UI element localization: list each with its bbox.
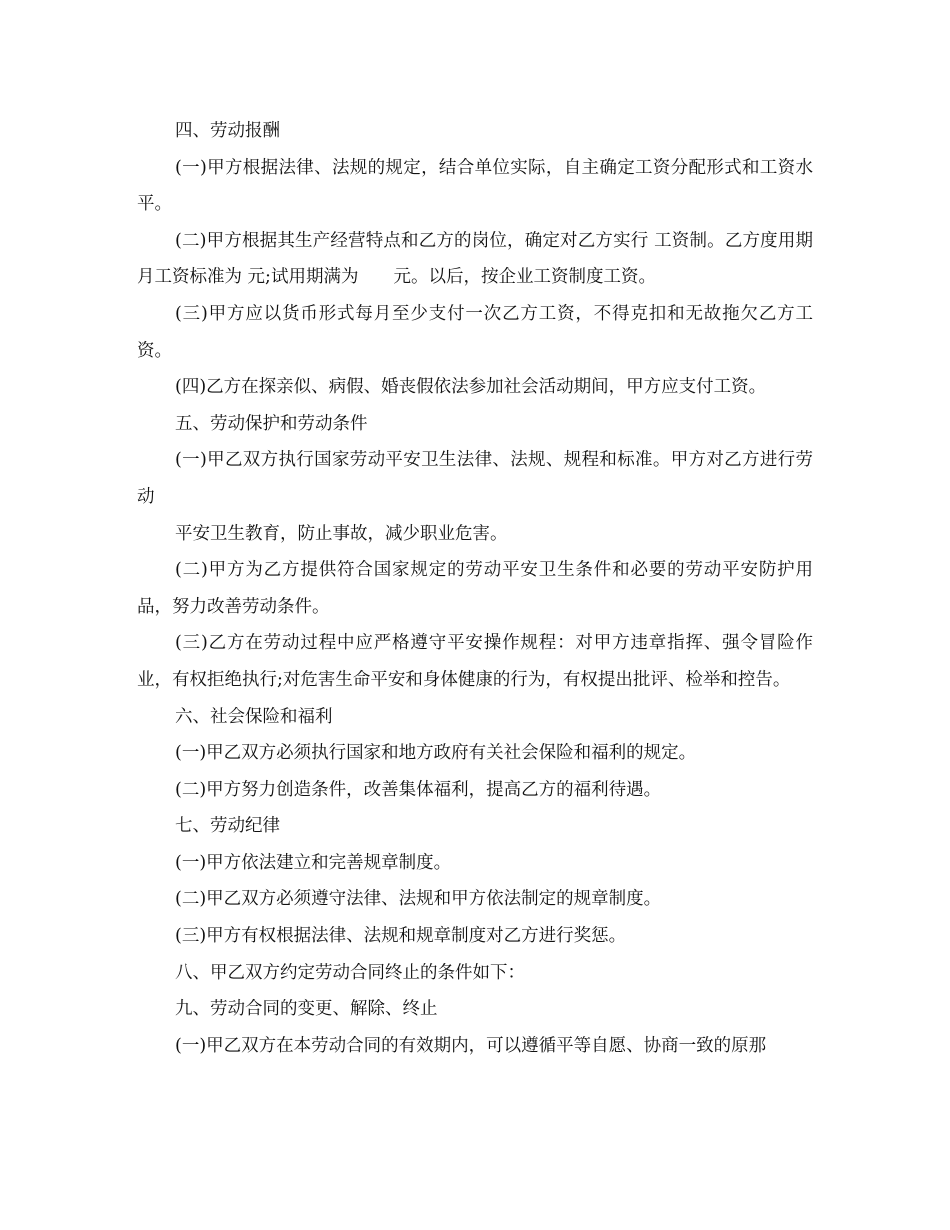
paragraph: (三)乙方在劳动过程中应严格遵守平安操作规程：对甲方违章指挥、强令冒险作业，有权拒绝执行;对危害生命平安和身体健康的行为，有权提出批评、检举和控告。	[137, 633, 813, 690]
section-heading-labor-protection: 五、劳动保护和劳动条件	[175, 413, 368, 434]
paragraph: (三)甲方应以货币形式每月至少支付一次乙方工资，不得克扣和无故拖欠乙方工资。	[137, 303, 813, 361]
section-heading-social-insurance: 六、社会保险和福利	[175, 706, 333, 727]
paragraph: (一)甲乙双方执行国家劳动平安卫生法律、法规、规程和标准。甲方对乙方进行劳动	[137, 450, 813, 507]
paragraph: (一)甲乙双方在本劳动合同的有效期内，可以遵循平等自愿、协商一致的原那	[175, 1035, 767, 1056]
paragraph: (一)甲乙双方必须执行国家和地方政府有关社会保险和福利的规定。	[175, 743, 697, 764]
section-heading-contract-changes: 九、劳动合同的变更、解除、终止	[175, 999, 438, 1020]
paragraph: 平安卫生教育，防止事故，减少职业危害。	[175, 523, 508, 544]
paragraph: (四)乙方在探亲似、病假、婚丧假依法参加社会活动期间，甲方应支付工资。	[175, 377, 767, 398]
paragraph: (二)甲方根据其生产经营特点和乙方的岗位，确定对乙方实行 工资制。乙方度用期月工资标准为 元;试用期满为 元。以后，按企业工资制度工资。	[137, 230, 813, 288]
paragraph: (二)甲乙双方必须遵守法律、法规和甲方依法制定的规章制度。	[175, 889, 662, 910]
section-heading-remuneration: 四、劳动报酬	[175, 121, 280, 141]
document-body	[137, 113, 813, 1064]
section-heading-termination-conditions: 八、甲乙双方约定劳动合同终止的条件如下：	[175, 962, 525, 983]
paragraph: (二)甲方为乙方提供符合国家规定的劳动平安卫生条件和必要的劳动平安防护用品，努力改善劳动条件。	[137, 560, 813, 617]
paragraph: (三)甲方有权根据法律、法规和规章制度对乙方进行奖惩。	[175, 926, 627, 947]
paragraph: (一)甲方根据法律、法规的规定，结合单位实际，自主确定工资分配形式和工资水平。	[137, 157, 813, 215]
paragraph: (二)甲方努力创造条件，改善集体福利，提高乙方的福利待遇。	[175, 779, 662, 800]
section-heading-labor-discipline: 七、劳动纪律	[175, 816, 280, 837]
paragraph: (一)甲方依法建立和完善规章制度。	[175, 852, 452, 873]
